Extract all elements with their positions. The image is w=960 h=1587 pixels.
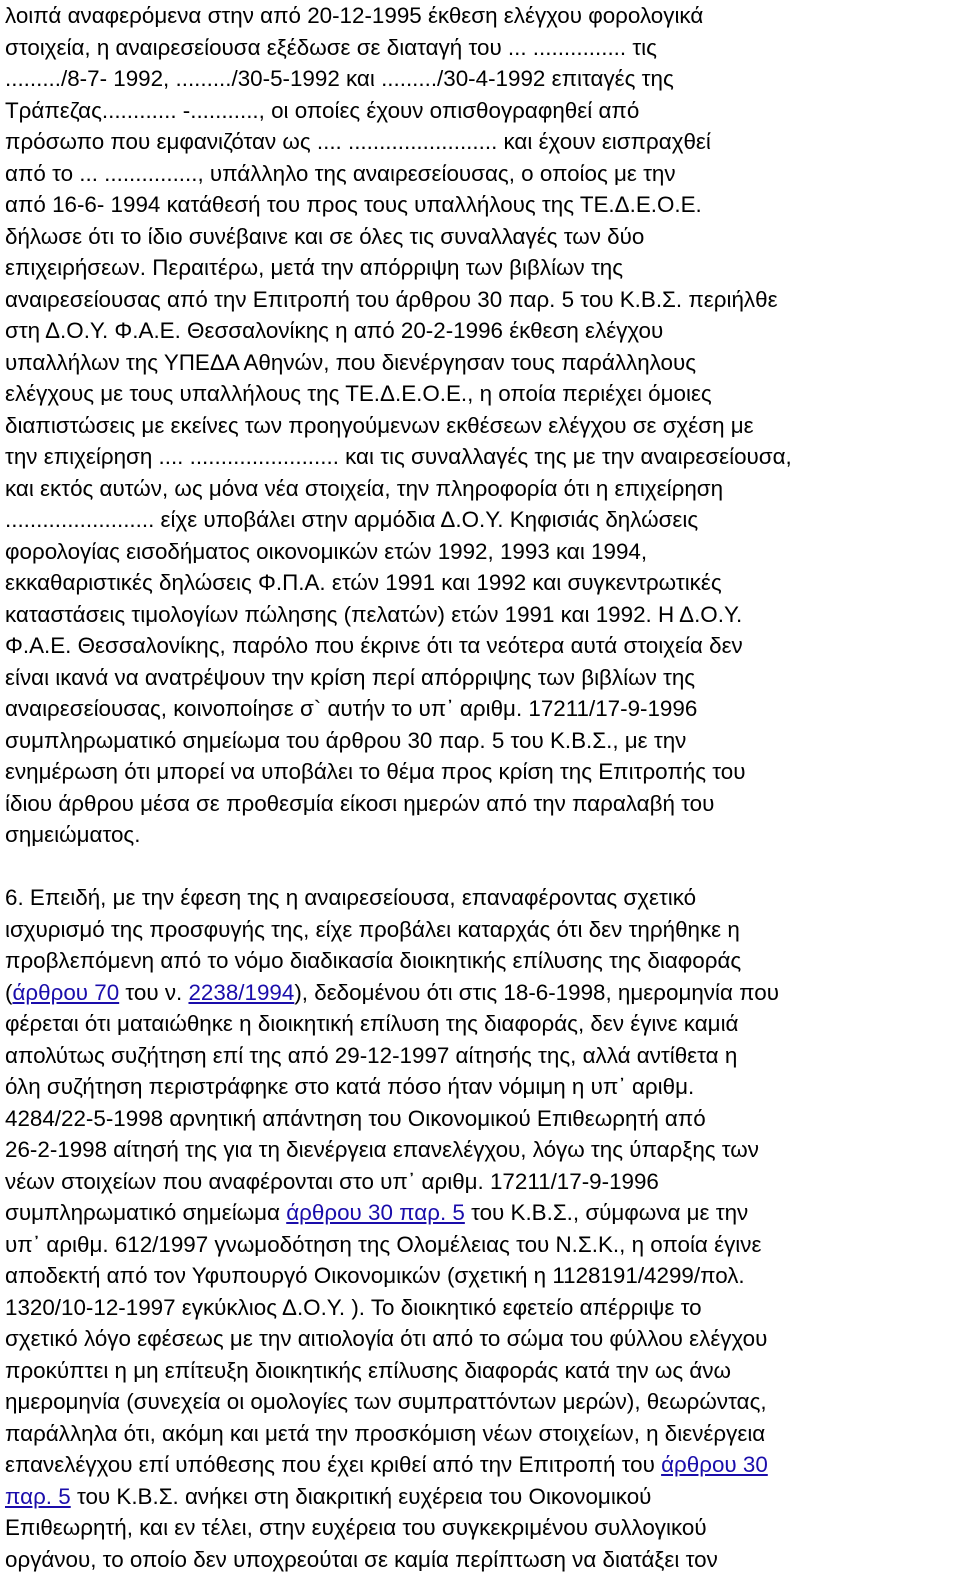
text-line: ελέγχους με τους υπαλλήλους της ΤΕ.Δ.Ε.Ο.Ε., η οποία περιέχει όμοιες <box>5 381 712 406</box>
text-line: σημειώματος. <box>5 822 141 847</box>
text-line: λοιπά αναφερόμενα στην από 20-12-1995 έκθεση ελέγχου φορολογικά <box>5 3 704 28</box>
article-30-par-5-link[interactable]: άρθρου 30 παρ. 5 <box>286 1200 465 1225</box>
text-line <box>5 1197 955 1229</box>
text-line: Φ.Α.Ε. Θεσσαλονίκης, παρόλο που έκρινε ότι τα νεότερα αυτά στοιχεία δεν <box>5 633 743 658</box>
text-line: νέων στοιχείων που αναφέρονται στο υπ᾽ αριθμ. 17211/17-9-1996 <box>5 1168 659 1194</box>
text-line: στοιχεία, η αναιρεσείουσα εξέδωσε σε διαταγή του ... ............... τις <box>5 34 657 60</box>
text-line: δήλωσε ότι το ίδιο συνέβαινε και σε όλες τις συναλλαγές των δύο <box>5 223 645 249</box>
text-line: την επιχείρηση .... ........................ και τις συναλλαγές της με την αναιρεσείουσα, <box>5 444 792 469</box>
text-line: αποδεκτή από τον Υφυπουργό Οικονομικών (σχετική η 1128191/4299/πολ. <box>5 1263 745 1288</box>
text-span: επανελέγχου επί υπόθεσης που έχει κριθεί από την Επιτροπή του <box>5 1452 662 1477</box>
text-line: είναι ικανά να ανατρέψουν την κρίση περί απόρριψης των βιβλίων της <box>5 664 696 690</box>
text-line: όλη συζήτηση περιστράφηκε στο κατά πόσο ήταν νόμιμη η υπ᾽ αριθμ. <box>5 1074 695 1099</box>
text-line: υπαλλήλων της ΥΠΕΔΑ Αθηνών, που διενέργησαν τους παράλληλους <box>5 349 697 375</box>
text-line: υπ᾽ αριθμ. 612/1997 γνωμοδότηση της Ολομέλειας του Ν.Σ.Κ., η οποία έγινε <box>5 1231 762 1257</box>
text-line: από 16-6- 1994 κατάθεσή του προς τους υπαλλήλους της ΤΕ.Δ.Ε.Ο.Ε. <box>5 192 702 217</box>
text-line: Επιθεωρητή, και εν τέλει, στην ευχέρεια του συγκεκριμένου συλλογικού <box>5 1515 707 1540</box>
text-span: συμπληρωματικό σημείωμα <box>5 1200 287 1225</box>
document-body <box>5 0 955 1575</box>
paragraph-spacer <box>5 851 955 883</box>
text-line: 26-2-1998 αίτησή της για τη διενέργεια επανελέγχου, λόγω της ύπαρξης των <box>5 1137 759 1162</box>
text-span: ), δεδομένου ότι στις 18-6-1998, ημερομηνία που <box>294 979 779 1005</box>
text-span: του Κ.Β.Σ. ανήκει στη διακριτική ευχέρεια του Οικονομικού <box>70 1483 652 1509</box>
text-line: αναιρεσείουσας από την Επιτροπή του άρθρου 30 παρ. 5 του Κ.Β.Σ. περιήλθε <box>5 286 778 312</box>
text-span: ( <box>5 979 13 1005</box>
text-line <box>5 977 955 1009</box>
text-line: παράλληλα ότι, ακόμη και μετά την προσκόμιση νέων στοιχείων, η διενέργεια <box>5 1420 766 1446</box>
text-line: Τράπεζας............ -..........., οι οποίες έχουν οπισθογραφηθεί από <box>5 97 640 123</box>
text-line: ίδιου άρθρου μέσα σε προθεσμία είκοσι ημερών από την παραλαβή του <box>5 790 715 816</box>
text-line: από το ... ..............., υπάλληλο της αναιρεσείουσας, ο οποίος με την <box>5 160 676 186</box>
text-line: 1320/10-12-1997 εγκύκλιος Δ.Ο.Υ. ). Το διοικητικό εφετείο απέρριψε το <box>5 1294 702 1320</box>
paragraph-5-continuation <box>5 0 955 851</box>
text-line: αναιρεσείουσας, κοινοποίησε σ` αυτήν το υπ᾽ αριθμ. 17211/17-9-1996 <box>5 696 698 721</box>
text-line: προκύπτει η μη επίτευξη διοικητικής επίλυσης διαφοράς κατά την ως άνω <box>5 1357 731 1383</box>
text-line <box>5 1481 955 1513</box>
article-30-link[interactable]: άρθρου 30 <box>661 1452 768 1477</box>
text-line: σχετικό λόγο εφέσεως με την αιτιολογία ότι από το σώμα του φύλλου ελέγχου <box>5 1326 768 1351</box>
law-article-70-link[interactable]: άρθρου 70 <box>12 979 120 1005</box>
text-line: φορολογίας εισοδήματος οικονομικών ετών 1992, 1993 και 1994, <box>5 538 648 564</box>
text-line: ισχυρισμό της προσφυγής της, είχε προβάλει καταρχάς ότι δεν τηρήθηκε η <box>5 916 740 942</box>
text-line: εκκαθαριστικές δηλώσεις Φ.Π.Α. ετών 1991 και 1992 και συγκεντρωτικές <box>5 570 722 595</box>
text-line: 4284/22-5-1998 αρνητική απάντηση του Οικονομικού Επιθεωρητή από <box>5 1105 706 1131</box>
text-line: συμπληρωματικό σημείωμα του άρθρου 30 παρ. 5 του Κ.Β.Σ., με την <box>5 727 687 753</box>
text-line: επιχειρήσεων. Περαιτέρω, μετά την απόρριψη των βιβλίων της <box>5 255 624 280</box>
text-line: στη Δ.Ο.Υ. Φ.Α.Ε. Θεσσαλονίκης η από 20-2-1996 έκθεση ελέγχου <box>5 318 664 343</box>
text-line: ........./8-7- 1992, ........./30-5-1992 και ........./30-4-1992 επιταγές της <box>5 66 674 91</box>
text-line: φέρεται ότι ματαιώθηκε η διοικητική επίλυση της διαφοράς, δεν έγινε καμιά <box>5 1011 739 1036</box>
text-line: καταστάσεις τιμολογίων πώλησης (πελατών) ετών 1991 και 1992. Η Δ.Ο.Υ. <box>5 601 743 627</box>
text-line: και εκτός αυτών, ως μόνα νέα στοιχεία, την πληροφορία ότι η επιχείρηση <box>5 475 724 501</box>
text-line: διαπιστώσεις με εκείνες των προηγούμενων εκθέσεων ελέγχου σε σχέση με <box>5 412 754 438</box>
text-span: του Κ.Β.Σ., σύμφωνα με την <box>464 1200 749 1225</box>
text-line: απολύτως συζήτηση επί της από 29-12-1997 αίτησής της, αλλά αντίθετα η <box>5 1042 738 1068</box>
text-line <box>5 1449 955 1481</box>
text-span: του ν. <box>119 979 189 1005</box>
law-2238-1994-link[interactable]: 2238/1994 <box>188 979 295 1005</box>
text-line: 6. Επειδή, με την έφεση της η αναιρεσείουσα, επαναφέροντας σχετικό <box>5 885 697 910</box>
text-line: ημερομηνία (συνεχεία οι ομολογίες των συμπραττόντων μερών), θεωρώντας, <box>5 1389 767 1414</box>
text-line: προβλεπόμενη από το νόμο διαδικασία διοικητικής επίλυσης της διαφοράς <box>5 948 742 973</box>
text-line: πρόσωπο που εμφανιζόταν ως .... ........................ και έχουν εισπραχθεί <box>5 129 711 154</box>
text-line: ενημέρωση ότι μπορεί να υποβάλει το θέμα προς κρίση της Επιτροπής του <box>5 759 746 784</box>
par-5-link[interactable]: παρ. 5 <box>5 1483 71 1509</box>
text-line: ........................ είχε υποβάλει στην αρμόδια Δ.Ο.Υ. Κηφισιάς δηλώσεις <box>5 507 699 532</box>
paragraph-6 <box>5 882 955 1575</box>
text-line: οργάνου, το οποίο δεν υποχρεούται σε καμία περίπτωση να διατάξει τον <box>5 1546 718 1572</box>
